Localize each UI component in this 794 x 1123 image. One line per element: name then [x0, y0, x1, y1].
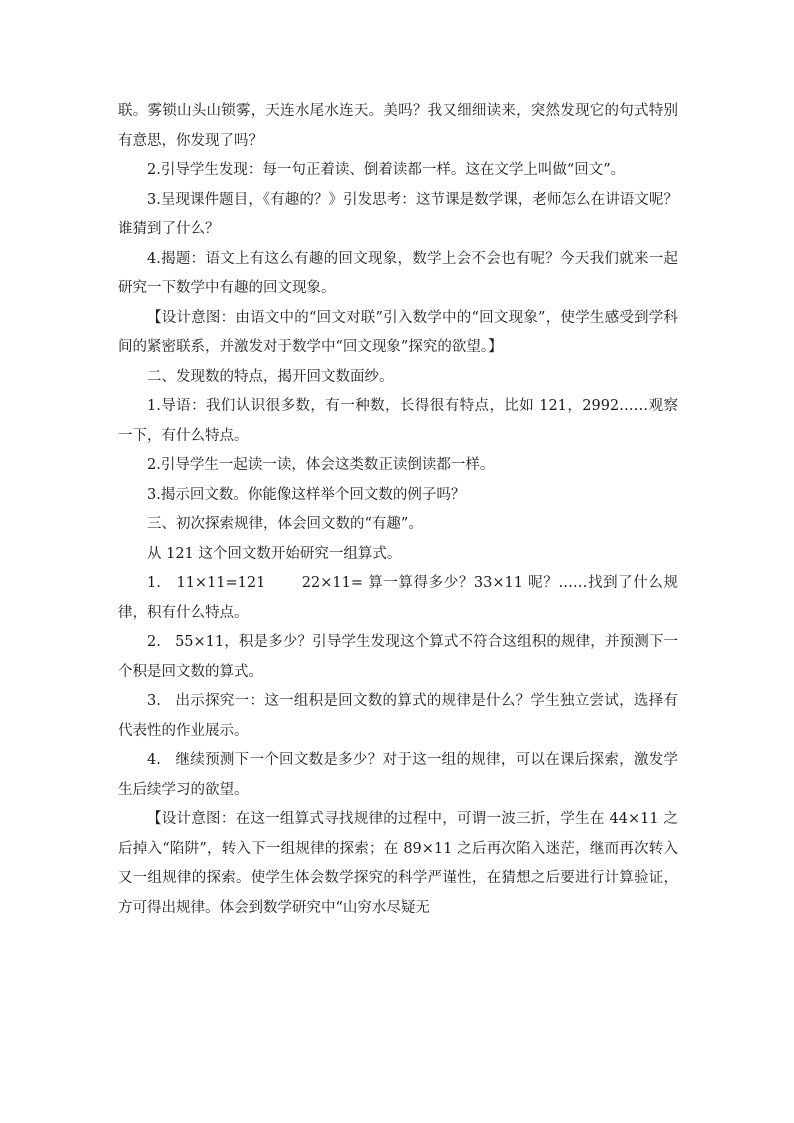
paragraph-explore-1: 1. 11×11=121 22×11= 算一算得多少？33×11 呢？……找到了什么规律，积有什么特点。: [118, 575, 678, 621]
paragraph-intro-1: 1.导语：我们认识很多数，有一种数，长得很有特点，比如 121，2992……观察一下，有什么特点。: [118, 398, 678, 444]
section-heading-2: 二、发现数的特点，揭开回文数面纱。: [147, 368, 394, 385]
section-heading-3: 三、初次探索规律，体会回文数的“有趣”。: [147, 516, 423, 532]
design-intent-1: 【设计意图：由语文中的“回文对联”引入数学中的“回文现象”，使学生感受到学科间的紧密联系，并激发对于数学中“回文现象”探究的欲望。】: [118, 309, 678, 355]
document-body: [118, 97, 678, 923]
paragraph-continuation: 联。雾锁山头山锁雾，天连水尾水连天。美吗？我又细细读来，突然发现它的句式特别有意思，你发现了吗？: [118, 103, 678, 149]
design-intent-2: 【设计意图：在这一组算式寻找规律的过程中，可谓一波三折，学生在 44×11 之后掉入“陷阱”，转入下一组规律的探索；在 89×11 之后再次陷入迷茫，继而再次转入又一组规律的探索。使学生体会数学探究的科学严谨性，在猜想之后要进行计算验证，方可得出规律。体会到数学研究中“山穷水尽疑无: [118, 811, 678, 916]
paragraph-intro-3: 3.揭示回文数。你能像这样举个回文数的例子吗？: [147, 486, 466, 503]
paragraph-step-2: 2.引导学生发现：每一句正着读、倒着读都一样。这在文学上叫做“回文”。: [147, 162, 626, 178]
paragraph-step-3: 3.呈现课件题目，《有趣的？》引发思考：这节课是数学课，老师怎么在讲语文呢？谁猜到了什么？: [118, 191, 678, 237]
paragraph-step-4: 4.揭题：语文上有这么有趣的回文现象，数学上会不会也有呢？今天我们就来一起研究一下数学中有趣的回文现象。: [118, 250, 678, 296]
paragraph-explore-4: 4. 继续预测下一个回文数是多少？对于这一组的规律，可以在课后探索，激发学生后续学习的欲望。: [118, 752, 678, 798]
paragraph-lead-in: 从 121 这个回文数开始研究一组算式。: [147, 545, 402, 562]
paragraph-explore-3: 3. 出示探究一：这一组积是回文数的算式的规律是什么？学生独立尝试，选择有代表性的作业展示。: [118, 693, 678, 739]
paragraph-explore-2: 2. 55×11，积是多少？引导学生发现这个算式不符合这组积的规律，并预测下一个积是回文数的算式。: [118, 634, 678, 680]
paragraph-intro-2: 2.引导学生一起读一读，体会这类数正读倒读都一样。: [147, 457, 495, 473]
